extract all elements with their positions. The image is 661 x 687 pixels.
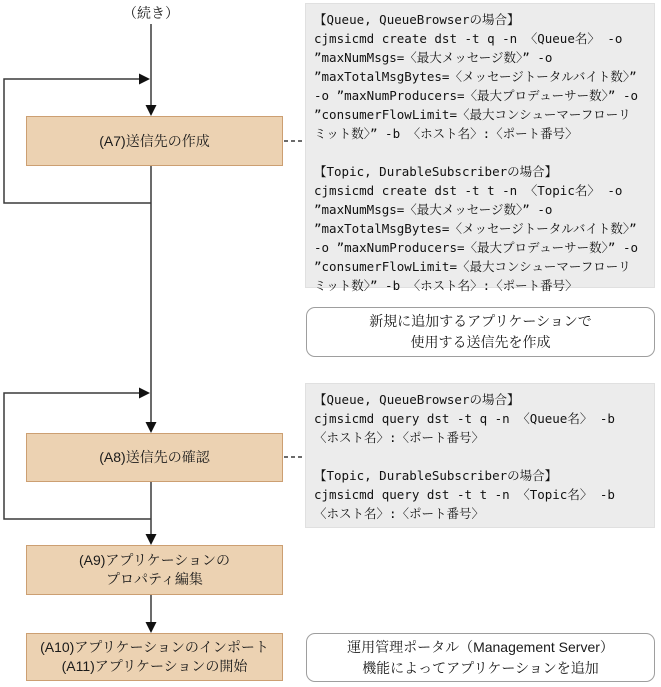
- code-line: [314, 143, 646, 162]
- code-line: 【Queue, QueueBrowserの場合】: [314, 392, 520, 407]
- code-line: 〈ホスト名〉:〈ポート番号〉: [314, 506, 485, 521]
- code-line: ”consumerFlowLimit=〈最大コンシューマーフローリ: [314, 259, 631, 274]
- flow-box-a11-label: (A11)アプリケーションの開始: [61, 658, 248, 674]
- code-line: [314, 447, 646, 466]
- code-box-create-dst: [305, 3, 655, 293]
- flow-box-a9: [26, 545, 283, 595]
- code-line: cjmsicmd create dst -t q -n 〈Queue名〉 -o: [314, 31, 623, 46]
- note-box-management-server: [306, 633, 655, 682]
- flow-box-a10-a11: [26, 633, 283, 681]
- code-line: ”maxNumMsgs=〈最大メッセージ数〉” -o: [314, 50, 553, 65]
- flow-box-a10-label: (A10)アプリケーションのインポート: [40, 639, 269, 655]
- continued-label: （続き）: [123, 5, 179, 21]
- flow-box-a7: [26, 116, 283, 166]
- code-line: -o ”maxNumProducers=〈最大プロデューサー数〉” -o: [314, 88, 638, 103]
- flow-box-a7-label: (A7)送信先の作成: [99, 132, 210, 149]
- code-line: 【Queue, QueueBrowserの場合】: [314, 12, 520, 27]
- arrow-loop-a7: [139, 74, 150, 85]
- code-line: 【Topic, DurableSubscriberの場合】: [314, 164, 558, 179]
- flow-box-a9-label-line1: (A9)アプリケーションの: [78, 552, 231, 568]
- code-line: cjmsicmd create dst -t t -n 〈Topic名〉 -o: [314, 183, 623, 198]
- code-line: 〈ホスト名〉:〈ポート番号〉: [314, 430, 485, 445]
- note-line: 機能によってアプリケーションを追加: [362, 659, 599, 676]
- code-line: ”consumerFlowLimit=〈最大コンシューマーフローリ: [314, 107, 631, 122]
- flow-box-a8-label: (A8)送信先の確認: [99, 449, 210, 465]
- code-line: 【Topic, DurableSubscriberの場合】: [314, 468, 558, 483]
- code-line: cjmsicmd query dst -t t -n 〈Topic名〉 -b: [314, 487, 615, 502]
- code-line: ”maxNumMsgs=〈最大メッセージ数〉” -o: [314, 202, 553, 217]
- code-line: -o ”maxNumProducers=〈最大プロデューサー数〉” -o: [314, 240, 638, 255]
- arrow-into-a10: [146, 622, 157, 633]
- code-line: ミット数〉” -b 〈ホスト名〉:〈ポート番号〉: [314, 278, 578, 293]
- code-box-query-dst: [305, 383, 655, 528]
- code-line: ”maxTotalMsgBytes=〈メッセージトータルバイト数〉”: [314, 69, 637, 84]
- code-line: ”maxTotalMsgBytes=〈メッセージトータルバイト数〉”: [314, 221, 637, 236]
- arrow-into-a9: [146, 534, 157, 545]
- flow-box-a8: [26, 433, 283, 482]
- note-box-create-destination: [306, 307, 655, 357]
- flow-box-a9-label-line2: プロパティ編集: [106, 571, 203, 587]
- arrow-loop-a8: [139, 388, 150, 399]
- code-line: cjmsicmd query dst -t q -n 〈Queue名〉 -b: [314, 411, 615, 426]
- note-line: 新規に追加するアプリケーションで: [369, 313, 592, 329]
- arrow-into-a7: [146, 105, 157, 116]
- arrow-into-a8: [146, 422, 157, 433]
- note-line: 運用管理ポータル（Management Server）: [347, 638, 614, 655]
- note-line: 使用する送信先を作成: [410, 334, 551, 350]
- code-line: ミット数〉” -b 〈ホスト名〉:〈ポート番号〉: [314, 126, 578, 141]
